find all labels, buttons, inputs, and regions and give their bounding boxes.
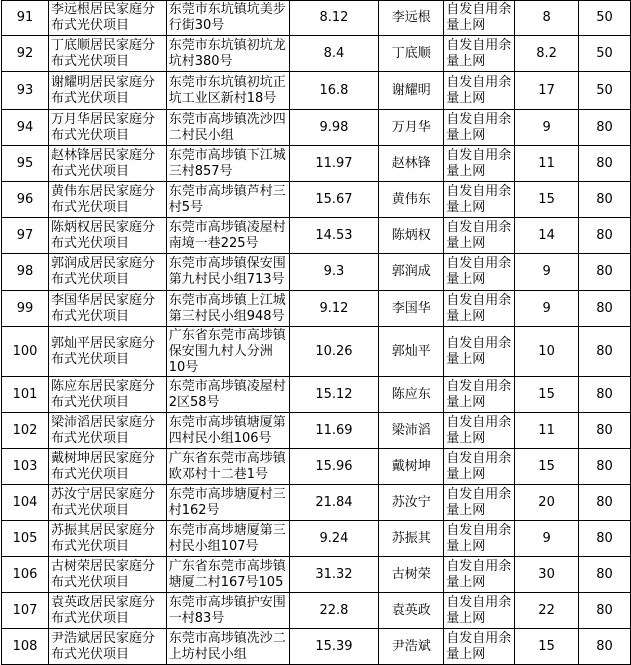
price-value: 80	[579, 110, 631, 146]
row-number: 92	[2, 36, 49, 72]
volume-value: 8	[515, 1, 579, 36]
row-number: 99	[2, 291, 49, 327]
owner-name: 尹浩斌	[379, 629, 444, 665]
owner-name: 陈炳权	[379, 218, 444, 254]
project-name: 苏振其居民家庭分布式光伏项目	[48, 521, 166, 557]
table-row	[2, 485, 631, 521]
volume-value: 9	[515, 291, 579, 327]
table-row	[2, 291, 631, 327]
row-number: 104	[2, 485, 49, 521]
volume-value: 9	[515, 110, 579, 146]
installed-capacity: 15.39	[289, 629, 379, 665]
grid-mode: 自发自用余量上网	[444, 377, 515, 413]
project-name: 古树荣居民家庭分布式光伏项目	[48, 557, 166, 593]
owner-name: 苏振其	[379, 521, 444, 557]
table-row	[2, 521, 631, 557]
table-row	[2, 72, 631, 110]
table-row	[2, 593, 631, 629]
price-value: 80	[579, 485, 631, 521]
grid-mode: 自发自用余量上网	[444, 110, 515, 146]
project-address: 东莞市高埗镇凌屋村南境一巷225号	[166, 218, 289, 254]
table-row	[2, 629, 631, 665]
table-row	[2, 413, 631, 449]
table-row	[2, 327, 631, 377]
grid-mode: 自发自用余量上网	[444, 629, 515, 665]
grid-mode: 自发自用余量上网	[444, 254, 515, 291]
owner-name: 丁底顺	[379, 36, 444, 72]
volume-value: 15	[515, 182, 579, 218]
price-value: 80	[579, 254, 631, 291]
owner-name: 郭润成	[379, 254, 444, 291]
volume-value: 11	[515, 146, 579, 182]
installed-capacity: 10.26	[289, 327, 379, 377]
price-value: 80	[579, 218, 631, 254]
owner-name: 苏汝宁	[379, 485, 444, 521]
owner-name: 梁沛滔	[379, 413, 444, 449]
row-number: 97	[2, 218, 49, 254]
row-number: 108	[2, 629, 49, 665]
project-address: 东莞市东坑镇坑美步行街30号	[166, 1, 289, 36]
volume-value: 10	[515, 327, 579, 377]
project-name: 尹浩斌居民家庭分布式光伏项目	[48, 629, 166, 665]
table-row	[2, 36, 631, 72]
row-number: 94	[2, 110, 49, 146]
grid-mode: 自发自用余量上网	[444, 593, 515, 629]
installed-capacity: 9.12	[289, 291, 379, 327]
project-address: 东莞市高埗镇冼沙四二村民小组	[166, 110, 289, 146]
grid-mode: 自发自用余量上网	[444, 521, 515, 557]
installed-capacity: 15.96	[289, 449, 379, 485]
project-name: 李远根居民家庭分布式光伏项目	[48, 1, 166, 36]
grid-mode: 自发自用余量上网	[444, 327, 515, 377]
project-name: 赵林锋居民家庭分布式光伏项目	[48, 146, 166, 182]
volume-value: 9	[515, 254, 579, 291]
owner-name: 郭灿平	[379, 327, 444, 377]
table-row	[2, 449, 631, 485]
project-address: 东莞市高埗镇凌屋村2区58号	[166, 377, 289, 413]
row-number: 96	[2, 182, 49, 218]
project-name: 万月华居民家庭分布式光伏项目	[48, 110, 166, 146]
owner-name: 陈应东	[379, 377, 444, 413]
owner-name: 李远根	[379, 1, 444, 36]
installed-capacity: 8.4	[289, 36, 379, 72]
volume-value: 30	[515, 557, 579, 593]
project-address: 东莞市高埗镇冼沙二上坊村民小组	[166, 629, 289, 665]
owner-name: 李国华	[379, 291, 444, 327]
installed-capacity: 8.12	[289, 1, 379, 36]
project-address: 东莞市高埗镇塘厦第四村民小组106号	[166, 413, 289, 449]
volume-value: 15	[515, 629, 579, 665]
grid-mode: 自发自用余量上网	[444, 413, 515, 449]
installed-capacity: 9.98	[289, 110, 379, 146]
table-row	[2, 110, 631, 146]
price-value: 50	[579, 36, 631, 72]
volume-value: 20	[515, 485, 579, 521]
table-row	[2, 1, 631, 36]
table-row	[2, 557, 631, 593]
price-value: 80	[579, 291, 631, 327]
volume-value: 17	[515, 72, 579, 110]
volume-value: 15	[515, 377, 579, 413]
project-name: 黄伟东居民家庭分布式光伏项目	[48, 182, 166, 218]
row-number: 93	[2, 72, 49, 110]
table-body	[2, 1, 631, 665]
owner-name: 谢耀明	[379, 72, 444, 110]
installed-capacity: 21.84	[289, 485, 379, 521]
project-name: 陈炳权居民家庭分布式光伏项目	[48, 218, 166, 254]
grid-mode: 自发自用余量上网	[444, 182, 515, 218]
project-address: 东莞市高埗镇下江城三村857号	[166, 146, 289, 182]
row-number: 103	[2, 449, 49, 485]
price-value: 80	[579, 593, 631, 629]
row-number: 102	[2, 413, 49, 449]
grid-mode: 自发自用余量上网	[444, 291, 515, 327]
grid-mode: 自发自用余量上网	[444, 557, 515, 593]
owner-name: 戴树坤	[379, 449, 444, 485]
project-name: 戴树坤居民家庭分布式光伏项目	[48, 449, 166, 485]
grid-mode: 自发自用余量上网	[444, 485, 515, 521]
project-address: 广东省东莞市高埗镇欧邓村十二巷1号	[166, 449, 289, 485]
owner-name: 赵林锋	[379, 146, 444, 182]
project-name: 郭润成居民家庭分布式光伏项目	[48, 254, 166, 291]
grid-mode: 自发自用余量上网	[444, 1, 515, 36]
table-row	[2, 218, 631, 254]
installed-capacity: 31.32	[289, 557, 379, 593]
price-value: 80	[579, 557, 631, 593]
table-row	[2, 377, 631, 413]
price-value: 50	[579, 72, 631, 110]
volume-value: 9	[515, 521, 579, 557]
volume-value: 8.2	[515, 36, 579, 72]
row-number: 101	[2, 377, 49, 413]
installed-capacity: 16.8	[289, 72, 379, 110]
row-number: 106	[2, 557, 49, 593]
volume-value: 14	[515, 218, 579, 254]
price-value: 80	[579, 377, 631, 413]
installed-capacity: 11.69	[289, 413, 379, 449]
grid-mode: 自发自用余量上网	[444, 36, 515, 72]
price-value: 80	[579, 449, 631, 485]
grid-mode: 自发自用余量上网	[444, 449, 515, 485]
price-value: 80	[579, 146, 631, 182]
table-row	[2, 254, 631, 291]
row-number: 105	[2, 521, 49, 557]
price-value: 50	[579, 1, 631, 36]
project-name: 苏汝宁居民家庭分布式光伏项目	[48, 485, 166, 521]
project-address: 东莞市东坑镇初坑龙坑村380号	[166, 36, 289, 72]
project-address: 东莞市高埗塘厦村三村162号	[166, 485, 289, 521]
price-value: 80	[579, 413, 631, 449]
project-name: 李国华居民家庭分布式光伏项目	[48, 291, 166, 327]
project-address: 广东省东莞市高埗镇保安围九村人分洲10号	[166, 327, 289, 377]
row-number: 98	[2, 254, 49, 291]
volume-value: 15	[515, 449, 579, 485]
project-address: 广东省东莞市高埗镇塘厦二村167号105	[166, 557, 289, 593]
row-number: 95	[2, 146, 49, 182]
owner-name: 黄伟东	[379, 182, 444, 218]
grid-mode: 自发自用余量上网	[444, 72, 515, 110]
project-name: 袁英政居民家庭分布式光伏项目	[48, 593, 166, 629]
installed-capacity: 9.3	[289, 254, 379, 291]
project-address: 东莞市高埗镇芦村三村5号	[166, 182, 289, 218]
installed-capacity: 9.24	[289, 521, 379, 557]
project-address: 东莞市东坑镇初坑正坑工业区新村18号	[166, 72, 289, 110]
owner-name: 古树荣	[379, 557, 444, 593]
installed-capacity: 15.12	[289, 377, 379, 413]
price-value: 80	[579, 521, 631, 557]
row-number: 100	[2, 327, 49, 377]
project-address: 东莞市高埗塘厦第三村民小组107号	[166, 521, 289, 557]
project-name: 梁沛滔居民家庭分布式光伏项目	[48, 413, 166, 449]
installed-capacity: 14.53	[289, 218, 379, 254]
table-row	[2, 146, 631, 182]
row-number: 91	[2, 1, 49, 36]
grid-mode: 自发自用余量上网	[444, 218, 515, 254]
table-row	[2, 182, 631, 218]
installed-capacity: 15.67	[289, 182, 379, 218]
project-name: 郭灿平居民家庭分布式光伏项目	[48, 327, 166, 377]
project-address: 东莞市高埗镇护安围一村83号	[166, 593, 289, 629]
owner-name: 袁英政	[379, 593, 444, 629]
installed-capacity: 11.97	[289, 146, 379, 182]
project-address: 东莞市高埗镇上江城第三村民小组948号	[166, 291, 289, 327]
row-number: 107	[2, 593, 49, 629]
volume-value: 11	[515, 413, 579, 449]
project-table	[1, 0, 631, 665]
project-name: 谢耀明居民家庭分布式光伏项目	[48, 72, 166, 110]
price-value: 80	[579, 327, 631, 377]
project-name: 陈应东居民家庭分布式光伏项目	[48, 377, 166, 413]
project-name: 丁底顺居民家庭分布式光伏项目	[48, 36, 166, 72]
project-address: 东莞市高埗镇保安围第九村民小组713号	[166, 254, 289, 291]
volume-value: 22	[515, 593, 579, 629]
installed-capacity: 22.8	[289, 593, 379, 629]
grid-mode: 自发自用余量上网	[444, 146, 515, 182]
owner-name: 万月华	[379, 110, 444, 146]
price-value: 80	[579, 182, 631, 218]
price-value: 80	[579, 629, 631, 665]
